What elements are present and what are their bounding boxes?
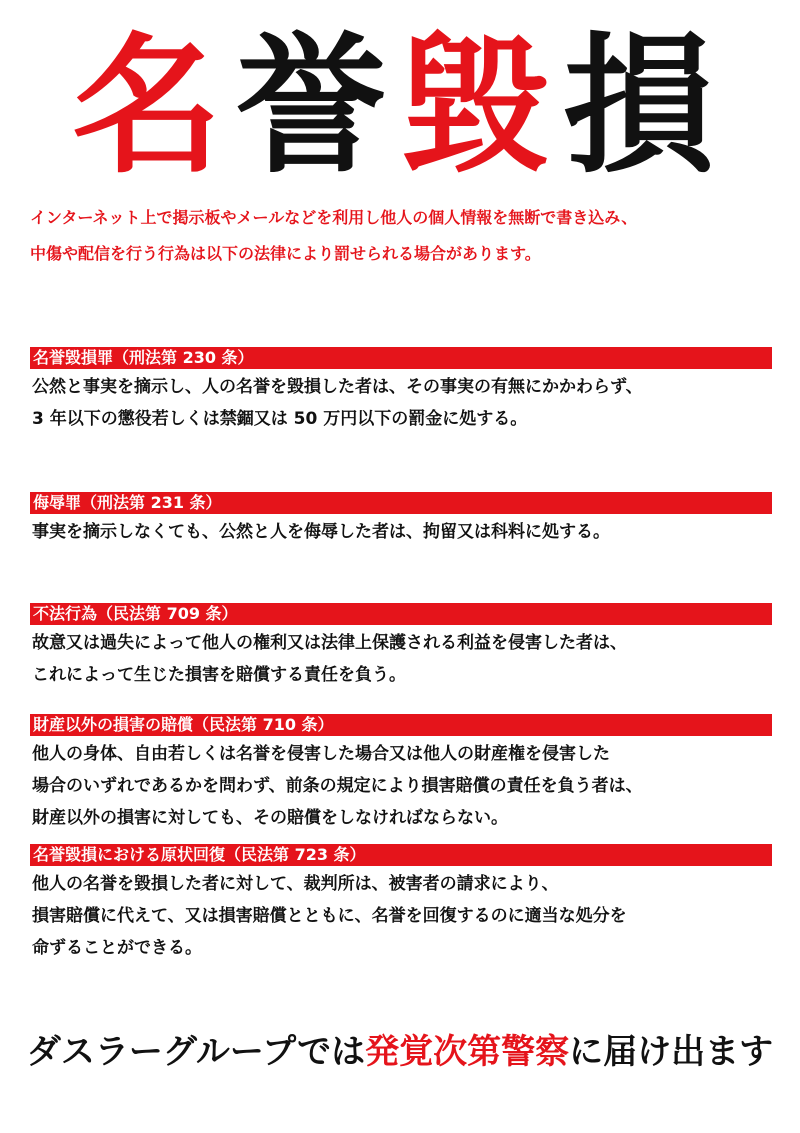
body-line: 公然と事実を摘示し、人の名誉を毀損した者は、その事実の有無にかかわらず、 [32,377,643,397]
section-heading: 侮辱罪（刑法第 231 条） [30,492,772,514]
footer-part-1: ダスラーグループでは [26,1032,366,1072]
footer-part-2: 発覚次第警察 [365,1032,570,1072]
footer-warning [0,1024,800,1073]
section-non-property-damages [30,714,772,834]
title-char-3: 毀 [400,20,565,194]
section-heading: 名誉毀損罪（刑法第 230 条） [30,347,772,369]
section-restoration [30,844,772,964]
body-line: 損害賠償に代えて、又は損害賠償とともに、名誉を回復するのに適当な処分を [32,906,627,926]
body-line: 他人の名誉を毀損した者に対して、裁判所は、被害者の請求により、 [32,874,559,894]
body-line: これによって生じた損害を賠償する責任を負う。 [32,665,406,685]
body-line: 命ずることができる。 [32,938,202,958]
footer-part-3: に届け出ます [569,1032,774,1072]
section-heading: 不法行為（民法第 709 条） [30,603,772,625]
body-line: 財産以外の損害に対しても、その賠償をしなければならない。 [32,808,508,828]
section-tort [30,603,772,691]
section-body [30,738,772,834]
section-heading: 財産以外の損害の賠償（民法第 710 条） [30,714,772,736]
intro-line: 中傷や配信を行う行為は以下の法律により罰せられる場合があります。 [30,244,541,263]
section-body [30,516,772,548]
title-char-1: 名 [71,20,236,194]
title-char-4: 損 [564,20,729,194]
section-insult [30,492,772,548]
intro-text [30,200,790,272]
body-line: 故意又は過失によって他人の権利又は法律上保護される利益を侵害した者は、 [32,633,627,653]
section-heading: 名誉毀損における原状回復（民法第 723 条） [30,844,772,866]
section-body [30,627,772,691]
intro-line: インターネット上で掲示板やメールなどを利用し他人の個人情報を無断で書き込み、 [30,208,638,227]
title-char-2: 誉 [235,20,400,194]
body-line: 場合のいずれであるかを問わず、前条の規定により損害賠償の責任を負う者は、 [32,776,643,796]
body-line: 事実を摘示しなくても、公然と人を侮辱した者は、拘留又は科料に処する。 [32,522,610,542]
section-body [30,868,772,964]
section-defamation [30,347,772,435]
section-body [30,371,772,435]
body-line: 3 年以下の懲役若しくは禁錮又は 50 万円以下の罰金に処する。 [32,409,528,429]
page-title [0,20,800,195]
body-line: 他人の身体、自由若しくは名誉を侵害した場合又は他人の財産権を侵害した [32,744,610,764]
